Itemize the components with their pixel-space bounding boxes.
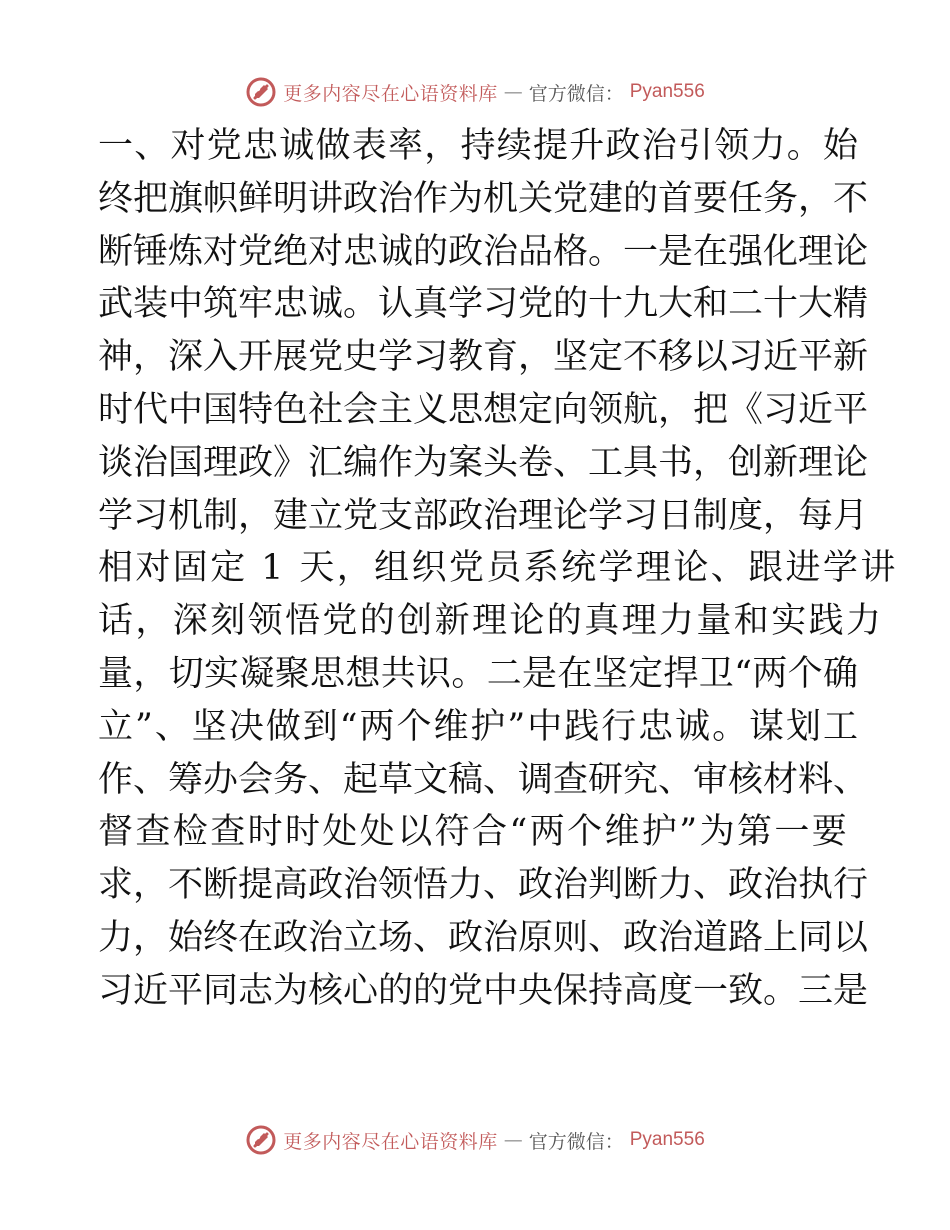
- text-line: 终把旗帜鲜明讲政治作为机关党建的首要任务，不: [98, 178, 869, 219]
- footer-watermark: [0, 1120, 950, 1160]
- watermark-site-text: 更多内容尽在心语资料库: [283, 82, 498, 105]
- text-line: 立”、坚决做到“两个维护”中践行忠诚。谋划工: [98, 706, 858, 747]
- watermark-label: 官方微信：: [528, 1130, 624, 1153]
- text-line: 话，深刻领悟党的创新理论的真理力量和实践力: [98, 601, 884, 642]
- document-body: [98, 120, 898, 1018]
- text-line: 断锤炼对党绝对忠诚的政治品格。一是在强化理论: [98, 231, 869, 272]
- header-watermark: [0, 72, 950, 112]
- text-line: 督查检查时时处处以符合“两个维护”为第一要: [98, 812, 850, 853]
- logo-icon: [245, 76, 277, 108]
- watermark-separator: —: [503, 81, 523, 103]
- text-line: 学习机制，建立党支部政治理论学习日制度，每月: [98, 495, 869, 536]
- text-line: 时代中国特色社会主义思想定向领航，把《习近平: [98, 389, 869, 430]
- text-line: 力，始终在政治立场、政治原则、政治道路上同以: [98, 917, 869, 958]
- text-line: 神，深入开展党史学习教育，坚定不移以习近平新: [98, 337, 869, 378]
- text-line: 求，不断提高政治领悟力、政治判断力、政治执行: [98, 865, 869, 906]
- text-line: 量，切实凝聚思想共识。二是在坚定捍卫“两个确: [98, 653, 858, 694]
- text-line: 谈治国理政》汇编作为案头卷、工具书，创新理论: [98, 442, 869, 483]
- text-line: 一、对党忠诚做表率，持续提升政治引领力。始: [98, 126, 858, 166]
- text-line: 作、筹办会务、起草文稿、调查研究、审核材料、: [98, 759, 869, 800]
- text-line: 习近平同志为核心的的党中央保持高度一致。三是: [98, 970, 869, 1011]
- watermark-site-text: 更多内容尽在心语资料库: [283, 1130, 498, 1153]
- watermark-separator: —: [503, 1129, 523, 1151]
- watermark-wechat-id: Pyan556: [629, 81, 705, 102]
- text-line: 武装中筑牢忠诚。认真学习党的十九大和二十大精: [98, 284, 869, 325]
- watermark-wechat-id: Pyan556: [629, 1129, 705, 1150]
- text-line: 相对固定 1 天，组织党员系统学理论、跟进学讲: [98, 548, 898, 589]
- watermark-label: 官方微信：: [528, 82, 624, 105]
- logo-icon: [245, 1124, 277, 1156]
